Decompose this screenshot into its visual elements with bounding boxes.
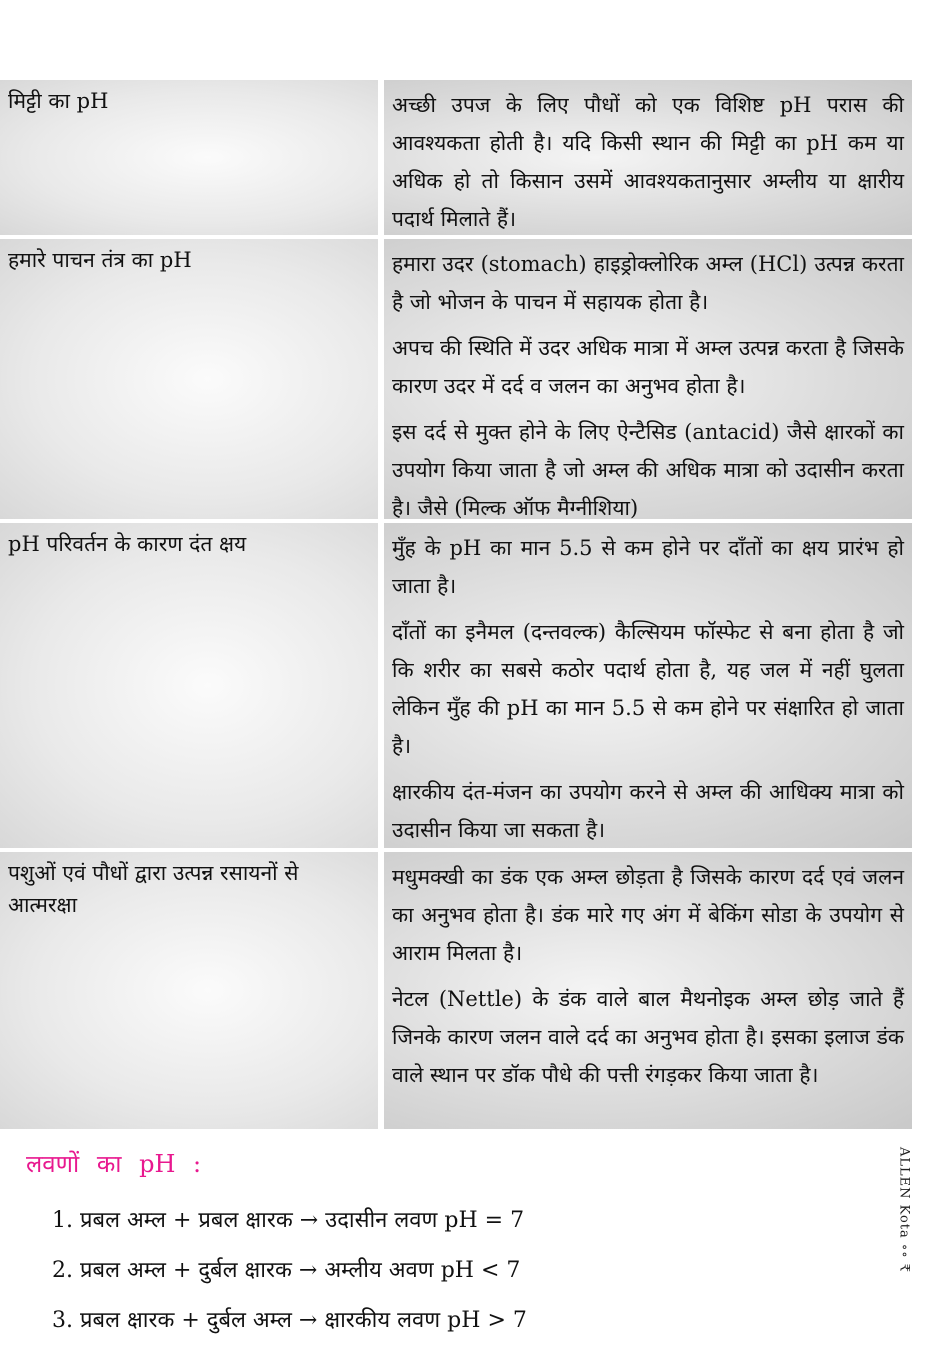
table-row xyxy=(0,80,912,235)
description-paragraph: अच्छी उपज के लिए पौधों को एक विशिष्ट pH परास की आवश्यकता होती है। यदि किसी स्थान की मिट्टी का pH कम या अधिक हो तो किसान उसमें आवश्यकतानुसार अम्लीय या क्षारीय पदार्थ मिलाते हैं। xyxy=(392,93,904,231)
list-item: 3. प्रबल क्षारक + दुर्बल अम्ल → क्षारकीय लवण pH > 7 xyxy=(52,1308,527,1333)
row-description xyxy=(384,523,912,848)
salts-ph-list xyxy=(52,1196,527,1346)
watermark-text: ALLEN Kota ∘∘ ₹ xyxy=(896,1146,912,1274)
description-paragraph: मुँह के pH का मान 5.5 से कम होने पर दाँतों का क्षय प्रारंभ हो जाता है। xyxy=(392,536,904,598)
description-paragraph: मधुमक्खी का डंक एक अम्ल छोड़ता है जिसके कारण दर्द एवं जलन का अनुभव होता है। डंक मारे गए अंग में बेकिंग सोडा के उपयोग से आराम मिलता है। xyxy=(392,865,904,965)
table-row xyxy=(0,523,912,848)
description-paragraph: अपच की स्थिति में उदर अधिक मात्रा में अम्ल उत्पन्न करता है जिसके कारण उदर में दर्द व जलन का अनुभव होता है। xyxy=(392,336,904,398)
ph-applications-table xyxy=(0,80,912,1133)
row-description xyxy=(384,80,912,235)
row-description xyxy=(384,239,912,519)
row-heading: पशुओं एवं पौधों द्वारा उत्पन्न रसायनों से आत्मरक्षा xyxy=(0,852,378,1129)
row-heading: pH परिवर्तन के कारण दंत क्षय xyxy=(0,523,378,848)
list-item: 2. प्रबल अम्ल + दुर्बल क्षारक → अम्लीय अवण pH < 7 xyxy=(52,1258,521,1283)
description-paragraph: इस दर्द से मुक्त होने के लिए ऐन्टैसिड (antacid) जैसे क्षारकों का उपयोग किया जाता है जो अम्ल की अधिक मात्रा को उदासीन करता है। जैसे (मिल्क ऑफ मैग्नीशिया) xyxy=(392,420,904,520)
description-paragraph: दाँतों का इनैमल (दन्तवल्क) कैल्सियम फॉस्फेट से बना होता है जो कि शरीर का सबसे कठोर पदार्थ होता है, यह जल में नहीं घुलता लेकिन मुँह की pH का मान 5.5 से कम होने पर संक्षारित हो जाता है। xyxy=(392,620,904,758)
row-heading: मिट्टी का pH xyxy=(0,80,378,235)
row-heading: हमारे पाचन तंत्र का pH xyxy=(0,239,378,519)
salts-ph-heading: लवणों का pH : xyxy=(26,1150,202,1178)
side-watermark xyxy=(884,1120,924,1300)
row-description xyxy=(384,852,912,1129)
description-paragraph: नेटल (Nettle) के डंक वाले बाल मैथनोइक अम्ल छोड़ जाते हैं जिनके कारण जलन वाले दर्द का अनुभव होता है। इसका इलाज डंक वाले स्थान पर डॉक पौधे की पत्ती रंगड़कर किया जाता है। xyxy=(392,987,904,1087)
table-row xyxy=(0,852,912,1129)
list-item: 1. प्रबल अम्ल + प्रबल क्षारक → उदासीन लवण pH = 7 xyxy=(52,1208,525,1233)
table-row xyxy=(0,239,912,519)
description-paragraph: हमारा उदर (stomach) हाइड्रोक्लोरिक अम्ल (HCl) उत्पन्न करता है जो भोजन के पाचन में सहायक होता है। xyxy=(392,252,904,314)
description-paragraph: क्षारकीय दंत-मंजन का उपयोग करने से अम्ल की आधिक्य मात्रा को उदासीन किया जा सकता है। xyxy=(392,780,904,842)
